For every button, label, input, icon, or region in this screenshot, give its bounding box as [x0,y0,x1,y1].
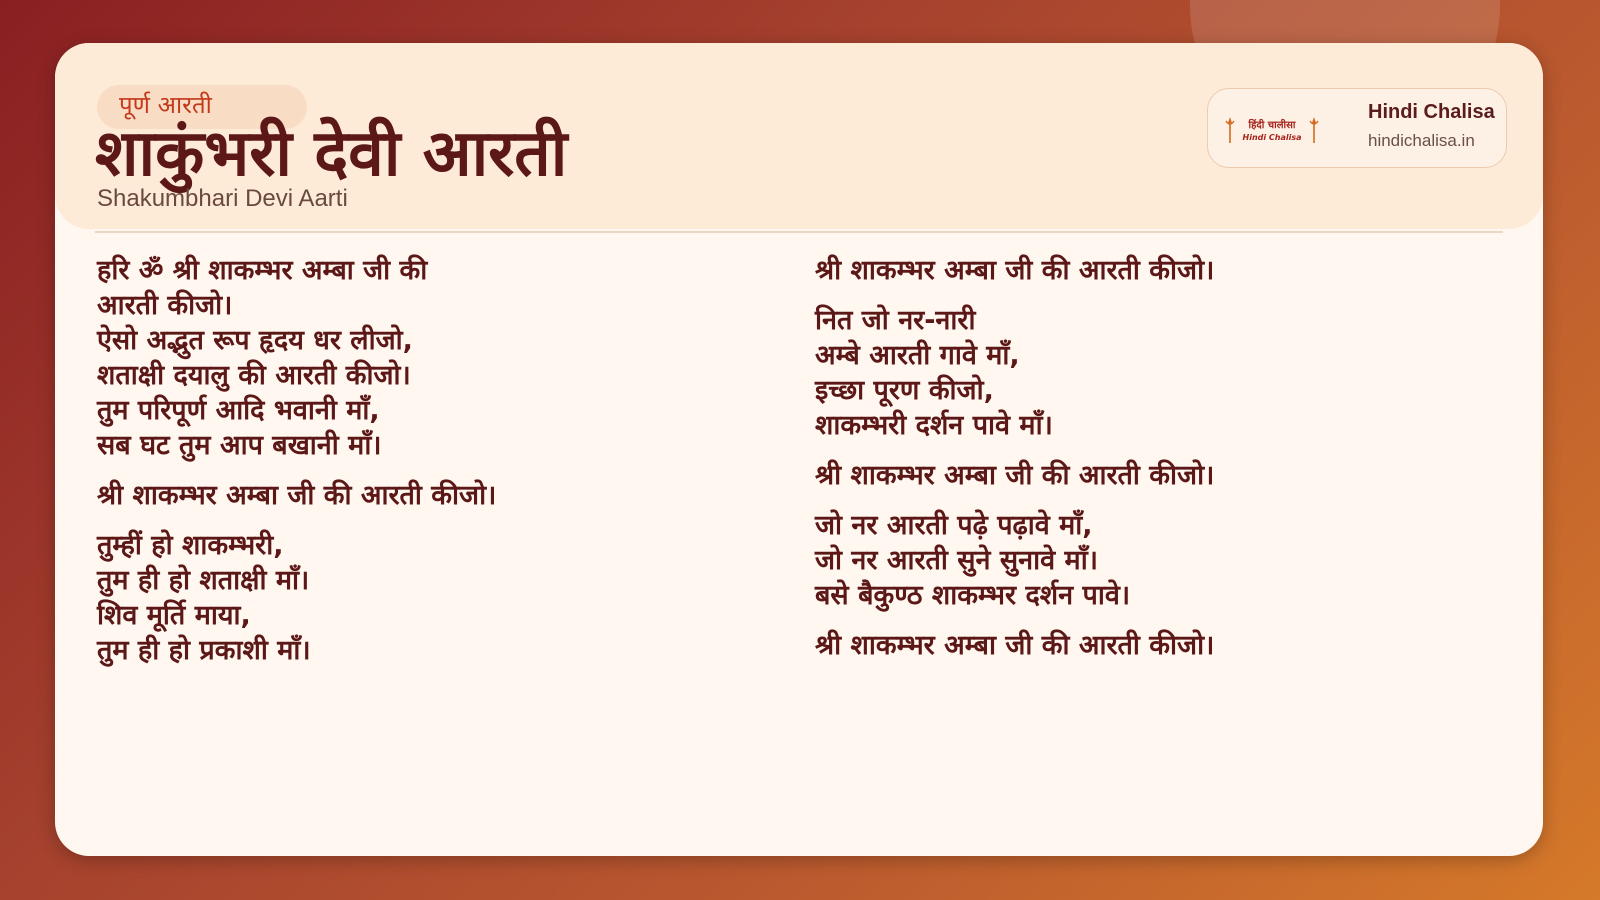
lyric-line: शताक्षी दयालु की आरती कीजो। [97,360,411,391]
lyric-line: इच्छा पूरण कीजो, [815,375,994,406]
lyric-line: नित जो नर-नारी [815,305,976,336]
refrain [815,458,1495,493]
lyrics-column-left [97,253,777,683]
refrain [815,253,1495,288]
brand-url[interactable]: hindichalisa.in [1368,131,1475,150]
refrain [97,478,777,513]
lyric-line: श्री शाकम्भर अम्बा जी की आरती कीजो। [815,460,1215,491]
lyric-line: ऐसो अद्भुत रूप हृदय धर लीजो, [97,325,413,356]
card-header [55,43,1543,229]
brand-name: Hindi Chalisa [1368,101,1495,123]
lyric-line: तुम ही हो शताक्षी माँ। [97,565,310,596]
lyric-line: तुम ही हो प्रकाशी माँ। [97,635,311,666]
lyric-line: शिव मूर्ति माया, [97,600,251,631]
lyric-line: आरती कीजो। [97,290,233,321]
svg-text:हिंदी चालीसा: हिंदी चालीसा [1248,120,1296,131]
stanza [815,303,1495,443]
lyric-line: तुम परिपूर्ण आदि भवानी माँ, [97,395,380,426]
aarti-card [55,43,1543,856]
lyric-line: सब घट तुम आप बखानी माँ। [97,430,382,461]
lyric-line: तुम्हीं हो शाकम्भरी, [97,530,284,561]
lyric-line: श्री शाकम्भर अम्बा जी की आरती कीजो। [815,630,1215,661]
lyric-line: श्री शाकम्भर अम्बा जी की आरती कीजो। [97,480,497,511]
svg-text:Hindi Chalisa: Hindi Chalisa [1242,133,1302,142]
category-badge: पूर्ण आरती [97,85,307,129]
page-title: शाकुंभरी देवी आरती [95,117,568,191]
lyrics-column-right [815,253,1495,678]
lyric-line: हरि ॐ श्री शाकम्भर अम्बा जी की [97,255,428,286]
lyric-line: श्री शाकम्भर अम्बा जी की आरती कीजो। [815,255,1215,286]
lyric-line: शाकम्भरी दर्शन पावे माँ। [815,410,1053,441]
lyric-line: बसे बैकुण्ठ शाकम्भर दर्शन पावे। [815,580,1131,611]
lyric-line: जो नर आरती पढ़े पढ़ावे माँ, [815,510,1093,541]
header-divider [95,231,1503,233]
brand-box[interactable] [1207,88,1507,168]
lyric-line: जो नर आरती सुने सुनावे माँ। [815,545,1098,576]
page-subtitle: Shakumbhari Devi Aarti [97,185,348,212]
stanza [97,253,777,463]
lyric-line: अम्बे आरती गावे माँ, [815,340,1020,371]
hindi-chalisa-logo-icon [1224,113,1320,147]
stanza [97,528,777,668]
stanza [815,508,1495,613]
refrain [815,628,1495,663]
